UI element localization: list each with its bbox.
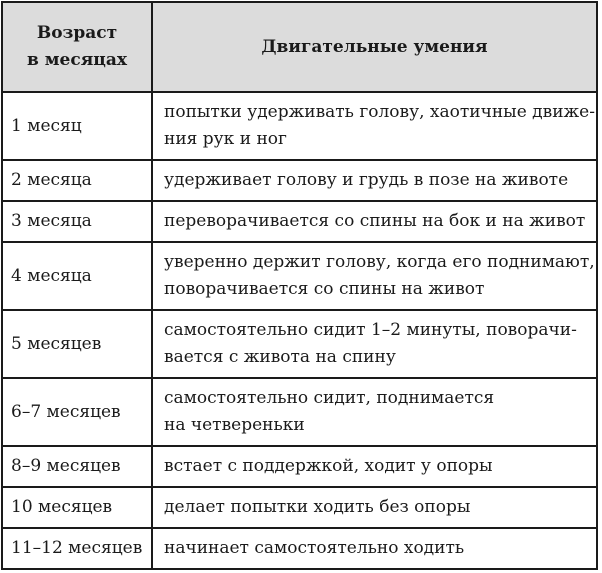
skill-cell [152,446,597,487]
skill-line: встает с поддержкой, ходит у опоры [164,456,493,476]
table-row [2,487,597,528]
skill-line: самостоятельно сидит 1–2 минуты, поворачи- [164,320,577,340]
table-row [2,310,597,378]
skill-line: на четвереньки [164,415,305,435]
motor-skills-table [1,1,598,570]
age-cell: 2 месяца [2,160,152,201]
header-skills-cell: Двигательные умения [152,2,597,92]
header-row [2,2,597,92]
skill-line: начинает самостоятельно ходить [164,538,465,558]
age-cell: 1 месяц [2,92,152,160]
skill-line: уверенно держит голову, когда его поднимают, [164,252,595,272]
skill-line: попытки удерживать голову, хаотичные движе- [164,102,595,122]
age-cell: 4 месяца [2,242,152,310]
skill-line: делает попытки ходить без опоры [164,497,471,517]
skill-line: переворачивается со спины на бок и на живот [164,211,586,231]
skill-cell [152,92,597,160]
skill-line: ния рук и ног [164,129,287,149]
table-row [2,378,597,446]
skill-cell [152,310,597,378]
table-row [2,446,597,487]
age-cell: 11–12 месяцев [2,528,152,569]
table-row [2,92,597,160]
table-header [2,2,597,92]
header-age-line1: Возраст [36,23,118,43]
skill-line: удерживает голову и грудь в позе на животе [164,170,569,190]
skill-cell [152,487,597,528]
skill-line: поворачивается со спины на живот [164,279,485,299]
table-body [2,92,597,569]
header-age-line2: в месяцах [27,50,127,70]
header-age-cell [2,2,152,92]
table-row [2,201,597,242]
age-cell: 5 месяцев [2,310,152,378]
skill-cell [152,242,597,310]
skill-cell [152,160,597,201]
skill-line: вается с живота на спину [164,347,396,367]
age-cell: 8–9 месяцев [2,446,152,487]
age-cell: 10 месяцев [2,487,152,528]
table-row [2,528,597,569]
age-cell: 3 месяца [2,201,152,242]
skill-cell [152,201,597,242]
table-row [2,160,597,201]
skill-line: самостоятельно сидит, поднимается [164,388,495,408]
skill-cell [152,378,597,446]
skill-cell [152,528,597,569]
age-cell: 6–7 месяцев [2,378,152,446]
table-row [2,242,597,310]
